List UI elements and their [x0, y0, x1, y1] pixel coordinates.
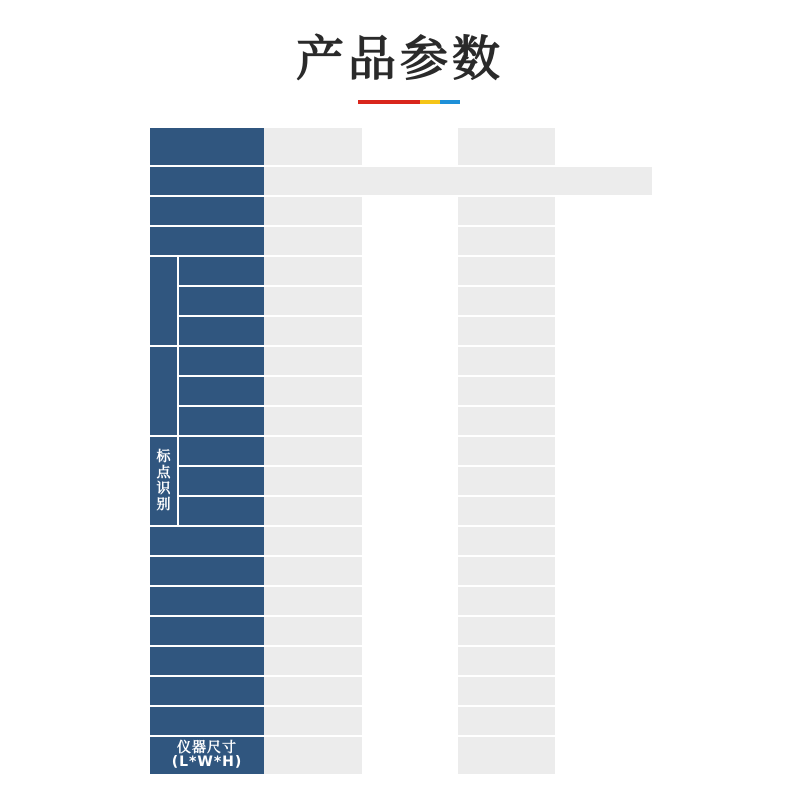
weight-value-2 — [362, 706, 458, 736]
buffer-group-char: 标 — [156, 449, 172, 465]
mv-res-value-1 — [264, 286, 362, 316]
mv-group-label — [150, 256, 178, 346]
row-separator — [150, 555, 652, 557]
screen-label — [150, 226, 264, 256]
mv-err-value-2 — [362, 316, 458, 346]
level-value-1 — [264, 196, 362, 226]
size-label-line: (L*W*H) — [171, 754, 243, 770]
mode-value-4 — [555, 586, 652, 616]
storage-value-1 — [264, 616, 362, 646]
euro-sublabel — [178, 496, 264, 526]
row-separator — [178, 465, 652, 467]
mv-res-value-3 — [458, 286, 555, 316]
screen-value-2 — [362, 226, 458, 256]
row-separator — [178, 315, 652, 317]
usa-value-3 — [458, 466, 555, 496]
row-separator — [150, 255, 652, 257]
size-label — [150, 736, 264, 774]
size-value-1 — [264, 736, 362, 774]
euro-value-3 — [458, 496, 555, 526]
usa-sublabel — [178, 466, 264, 496]
euro-value-1 — [264, 496, 362, 526]
row-separator — [150, 705, 652, 707]
mode-label — [150, 586, 264, 616]
mode-value-1 — [264, 586, 362, 616]
row-separator — [150, 195, 652, 197]
ph-err-value-4 — [555, 406, 652, 436]
model-value-1 — [264, 128, 362, 166]
level-value-3 — [458, 196, 555, 226]
weight-value-4 — [555, 706, 652, 736]
screen-value-1 — [264, 226, 362, 256]
mv-range-value-1 — [264, 256, 362, 286]
size-value-4 — [555, 736, 652, 774]
mv-range-value-3 — [458, 256, 555, 286]
storage-value-2 — [362, 616, 458, 646]
page-title: 产品参数 — [295, 31, 504, 87]
ip-value-2 — [362, 676, 458, 706]
ph-res-value-4 — [555, 376, 652, 406]
row-separator — [150, 225, 652, 227]
ip-value-1 — [264, 676, 362, 706]
row-separator — [178, 405, 652, 407]
power-label — [150, 166, 264, 196]
model-label — [150, 128, 264, 166]
mv-res-value-4 — [555, 286, 652, 316]
level-value-2 — [362, 196, 458, 226]
ip-value-3 — [458, 676, 555, 706]
ph-range-value-2 — [362, 346, 458, 376]
ph-err-value-2 — [362, 406, 458, 436]
row-separator — [150, 585, 652, 587]
port-label — [150, 646, 264, 676]
weight-label — [150, 706, 264, 736]
port-value-1 — [264, 646, 362, 676]
row-separator — [150, 435, 652, 437]
size-value-2 — [362, 736, 458, 774]
title-accent-blue — [440, 100, 460, 104]
mv-err-value-1 — [264, 316, 362, 346]
buffer-group-char: 点 — [156, 465, 172, 481]
row-separator — [150, 165, 652, 167]
calib-value-2 — [362, 556, 458, 586]
size-value-3 — [458, 736, 555, 774]
mv-range-value-2 — [362, 256, 458, 286]
ip-label — [150, 676, 264, 706]
temp-value-3 — [458, 526, 555, 556]
nist-value-1 — [264, 436, 362, 466]
temp-value-2 — [362, 526, 458, 556]
ph-err-sublabel — [178, 406, 264, 436]
row-separator — [178, 495, 652, 497]
ph-group-label — [150, 346, 178, 436]
mv-err-sublabel — [178, 316, 264, 346]
temp-value-1 — [264, 526, 362, 556]
ip-value-4 — [555, 676, 652, 706]
mv-err-value-3 — [458, 316, 555, 346]
screen-value-3 — [458, 226, 555, 256]
row-separator — [150, 345, 652, 347]
mv-range-sublabel — [178, 256, 264, 286]
mode-value-3 — [458, 586, 555, 616]
row-separator — [150, 525, 652, 527]
euro-value-2 — [362, 496, 458, 526]
port-value-4 — [555, 646, 652, 676]
row-separator — [178, 285, 652, 287]
port-value-2 — [362, 646, 458, 676]
ph-res-value-3 — [458, 376, 555, 406]
weight-value-1 — [264, 706, 362, 736]
spec-table — [150, 128, 652, 782]
model-value-2 — [362, 128, 458, 166]
temp-label — [150, 526, 264, 556]
calib-label — [150, 556, 264, 586]
row-separator — [150, 645, 652, 647]
nist-sublabel — [178, 436, 264, 466]
calib-value-1 — [264, 556, 362, 586]
storage-label — [150, 616, 264, 646]
row-separator — [150, 675, 652, 677]
mv-res-value-2 — [362, 286, 458, 316]
usa-value-4 — [555, 466, 652, 496]
nist-value-4 — [555, 436, 652, 466]
storage-value-4 — [555, 616, 652, 646]
row-separator — [150, 615, 652, 617]
buffer-group-label — [150, 436, 178, 526]
ph-range-value-3 — [458, 346, 555, 376]
nist-value-3 — [458, 436, 555, 466]
mode-value-2 — [362, 586, 458, 616]
port-value-3 — [458, 646, 555, 676]
level-label — [150, 196, 264, 226]
model-value-4 — [555, 128, 652, 166]
power-value — [264, 166, 652, 196]
ph-range-sublabel — [178, 346, 264, 376]
mv-err-value-4 — [555, 316, 652, 346]
storage-value-3 — [458, 616, 555, 646]
ph-res-sublabel — [178, 376, 264, 406]
calib-value-3 — [458, 556, 555, 586]
ph-err-value-1 — [264, 406, 362, 436]
ph-res-value-1 — [264, 376, 362, 406]
buffer-group-char: 别 — [156, 497, 172, 513]
title-accent-yellow — [420, 100, 440, 104]
level-value-4 — [555, 196, 652, 226]
weight-value-3 — [458, 706, 555, 736]
row-separator — [150, 735, 652, 737]
buffer-group-char: 识 — [156, 481, 172, 497]
title-accent-red — [358, 100, 420, 104]
nist-value-2 — [362, 436, 458, 466]
size-label-line: 仪器尺寸 — [177, 740, 237, 756]
ph-range-value-4 — [555, 346, 652, 376]
ph-err-value-3 — [458, 406, 555, 436]
usa-value-1 — [264, 466, 362, 496]
row-separator — [178, 375, 652, 377]
euro-value-4 — [555, 496, 652, 526]
temp-value-4 — [555, 526, 652, 556]
ph-range-value-1 — [264, 346, 362, 376]
ph-res-value-2 — [362, 376, 458, 406]
mv-res-sublabel — [178, 286, 264, 316]
model-value-3 — [458, 128, 555, 166]
group-separator — [177, 256, 179, 526]
usa-value-2 — [362, 466, 458, 496]
mv-range-value-4 — [555, 256, 652, 286]
screen-value-4 — [555, 226, 652, 256]
calib-value-4 — [555, 556, 652, 586]
